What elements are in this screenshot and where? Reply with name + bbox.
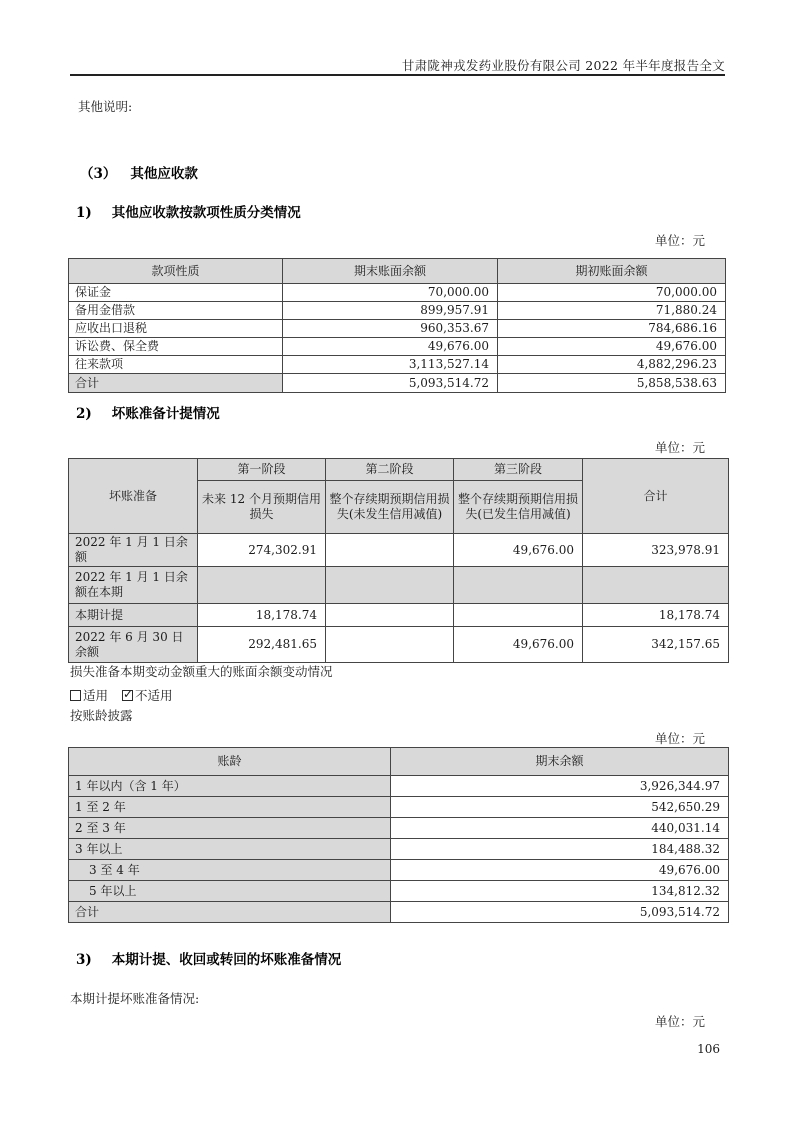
table-row [69, 839, 729, 860]
stage2-amount [326, 604, 454, 627]
row-label: 保证金 [69, 284, 283, 302]
stage3-amount: 49,676.00 [454, 534, 583, 567]
subsection-heading-bad-debt-provision [76, 402, 220, 422]
applicable-option [70, 688, 108, 703]
section-number: （3） [80, 166, 117, 182]
ending-amount: 49,676.00 [283, 338, 498, 356]
page-number: 106 [697, 1042, 720, 1056]
total-label: 合计 [69, 902, 391, 923]
row-label: 诉讼费、保全费 [69, 338, 283, 356]
aging-amount: 440,031.14 [391, 818, 729, 839]
section-title: 其他应收款 [130, 166, 198, 182]
ending-amount: 70,000.00 [283, 284, 498, 302]
not-applicable-label: 不适用 [135, 688, 173, 703]
stage2-amount [326, 627, 454, 663]
table-row [69, 284, 726, 302]
row-label: 2022 年 1 月 1 日余额 [69, 534, 198, 567]
beginning-amount: 70,000.00 [498, 284, 726, 302]
aging-amount: 134,812.32 [391, 881, 729, 902]
subsection-number: 2) [76, 406, 92, 422]
row-label: 应收出口退税 [69, 320, 283, 338]
beginning-amount: 71,880.24 [498, 302, 726, 320]
aging-sublabel: 3 至 4 年 [69, 860, 391, 881]
table-row [69, 627, 729, 663]
section-heading-other-receivables [80, 162, 198, 182]
checkbox-checked-icon: ✓ [123, 687, 134, 701]
subsection-heading-provision-recovery [76, 948, 341, 968]
subsection-title: 坏账准备计提情况 [111, 406, 220, 422]
corner-header: 坏账准备 [69, 459, 198, 534]
table-row [69, 797, 729, 818]
column-header-beginning-balance: 期初账面余额 [498, 259, 726, 284]
total-header: 合计 [583, 459, 729, 534]
applicable-label: 适用 [83, 688, 109, 703]
beginning-amount: 49,676.00 [498, 338, 726, 356]
stage3-amount: 49,676.00 [454, 627, 583, 663]
subsection-number: 1) [76, 205, 92, 221]
aging-label: 3 年以上 [69, 839, 391, 860]
unit-label: 单位：元 [654, 233, 705, 248]
aging-label: 1 至 2 年 [69, 797, 391, 818]
total-row [69, 374, 726, 393]
stage1-amount: 292,481.65 [198, 627, 326, 663]
stage1-description: 未来 12 个月预期信用损失 [198, 481, 326, 534]
header-rule [70, 74, 725, 76]
table-row [69, 356, 726, 374]
beginning-amount: 784,686.16 [498, 320, 726, 338]
beginning-amount: 4,882,296.23 [498, 356, 726, 374]
stage2-amount [326, 567, 454, 604]
table-row [69, 567, 729, 604]
aging-amount: 542,650.29 [391, 797, 729, 818]
stage1-amount: 274,302.91 [198, 534, 326, 567]
unit-label: 单位：元 [654, 731, 705, 746]
stage3-amount [454, 604, 583, 627]
stage1-amount: 18,178.74 [198, 604, 326, 627]
total-amount: 5,093,514.72 [391, 902, 729, 923]
column-header-ending-balance: 期末账面余额 [283, 259, 498, 284]
total-amount: 323,978.91 [583, 534, 729, 567]
not-applicable-option [122, 688, 173, 703]
applicability-line [70, 686, 173, 704]
report-header-title: 甘肃陇神戎发药业股份有限公司 2022 年半年度报告全文 [401, 58, 725, 73]
table-row [69, 338, 726, 356]
subsection-title: 本期计提、收回或转回的坏账准备情况 [111, 952, 342, 968]
table-row [69, 302, 726, 320]
table-row [69, 881, 729, 902]
loss-change-note: 损失准备本期变动金额重大的账面余额变动情况 [70, 664, 333, 679]
table-row [69, 776, 729, 797]
aging-amount: 49,676.00 [391, 860, 729, 881]
total-label: 合计 [69, 374, 283, 393]
row-label: 往来款项 [69, 356, 283, 374]
aging-table [68, 747, 729, 923]
aging-amount: 3,926,344.97 [391, 776, 729, 797]
table-row [69, 818, 729, 839]
row-label: 2022 年 6 月 30 日余额 [69, 627, 198, 663]
column-header-ending-balance: 期末余额 [391, 748, 729, 776]
stage3-description: 整个存续期预期信用损失(已发生信用减值) [454, 481, 583, 534]
ending-amount: 3,113,527.14 [283, 356, 498, 374]
stage1-amount [198, 567, 326, 604]
row-label: 2022 年 1 月 1 日余额在本期 [69, 567, 198, 604]
column-header-aging: 账龄 [69, 748, 391, 776]
total-ending-amount: 5,093,514.72 [283, 374, 498, 393]
column-header-nature: 款项性质 [69, 259, 283, 284]
table-row [69, 534, 729, 567]
ending-amount: 899,957.91 [283, 302, 498, 320]
stage3-amount [454, 567, 583, 604]
subsection-number: 3) [76, 952, 92, 968]
total-amount: 18,178.74 [583, 604, 729, 627]
unit-label: 单位：元 [654, 440, 705, 455]
ending-amount: 960,353.67 [283, 320, 498, 338]
bad-debt-stage-table [68, 458, 729, 663]
subsection-title: 其他应收款按款项性质分类情况 [111, 205, 301, 221]
row-label: 本期计提 [69, 604, 198, 627]
stage2-description: 整个存续期预期信用损失(未发生信用减值) [326, 481, 454, 534]
unit-label: 单位：元 [654, 1014, 705, 1029]
other-notes-text: 其他说明: [78, 99, 133, 114]
aging-amount: 184,488.32 [391, 839, 729, 860]
receivables-nature-table [68, 258, 726, 393]
table-row [69, 604, 729, 627]
checkbox-unchecked-icon [70, 690, 81, 701]
table-row [69, 320, 726, 338]
aging-label: 2 至 3 年 [69, 818, 391, 839]
subsection-heading-nature-classification [76, 201, 301, 221]
total-amount [583, 567, 729, 604]
aging-disclosure-note: 按账龄披露 [70, 708, 133, 723]
row-label: 备用金借款 [69, 302, 283, 320]
total-beginning-amount: 5,858,538.63 [498, 374, 726, 393]
table-row [69, 860, 729, 881]
stage3-header: 第三阶段 [454, 459, 583, 481]
total-row [69, 902, 729, 923]
stage2-header: 第二阶段 [326, 459, 454, 481]
aging-sublabel: 5 年以上 [69, 881, 391, 902]
stage1-header: 第一阶段 [198, 459, 326, 481]
stage2-amount [326, 534, 454, 567]
total-amount: 342,157.65 [583, 627, 729, 663]
provision-note: 本期计提坏账准备情况: [70, 991, 200, 1006]
aging-label: 1 年以内（含 1 年） [69, 776, 391, 797]
